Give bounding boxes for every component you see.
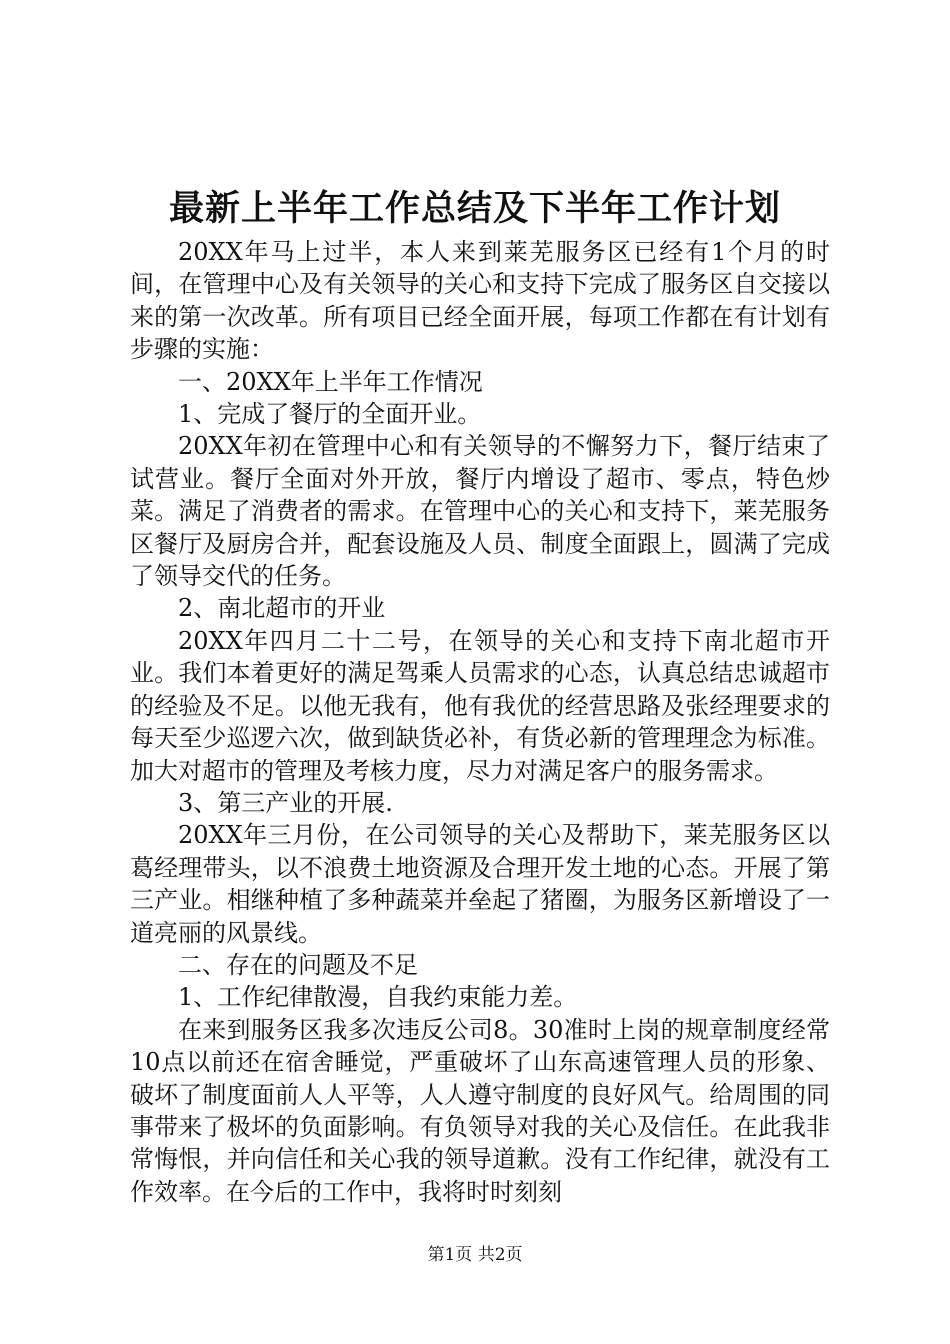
item-heading-1-1: 1、完成了餐厅的全面开业。 (178, 400, 482, 429)
item-heading-2-1: 1、工作纪律散漫，自我约束能力差。 (178, 983, 578, 1012)
document-title: 最新上半年工作总结及下半年工作计划 (168, 188, 781, 229)
section-heading-1: 一、20XX年上半年工作情况 (178, 367, 483, 396)
paragraph-tertiary-industry: 20XX年三月份，在公司领导的关心及帮助下，莱芜服务区以葛经理带头，以不浪费土地资源及合理开发土地的心态。开展了第三产业。相继种植了多种蔬菜并垒起了猪圈，为服务区新增设了一道亮丽的风景线。 (130, 821, 830, 947)
document-body (130, 236, 830, 1208)
page-number-footer: 第1页 共2页 (427, 1245, 523, 1265)
paragraph-intro: 20XX年马上过半，本人来到莱芜服务区已经有1个月的时间，在管理中心及有关领导的关心和支持下完成了服务区自交接以来的第一次改革。所有项目已经全面开展，每项工作都在有计划有步骤的实施： (130, 238, 830, 364)
section-heading-2: 二、存在的问题及不足 (178, 950, 418, 979)
item-heading-1-2: 2、南北超市的开业 (178, 594, 386, 623)
paragraph-discipline: 在来到服务区我多次违反公司8。30准时上岗的规章制度经常10点以前还在宿舍睡觉，严重破坏了山东高速管理人员的形象、破坏了制度面前人人平等，人人遵守制度的良好风气。给周围的同事带来了极坏的负面影响。有负领导对我的关心及信任。在此我非常悔恨，并向信任和关心我的领导道歉。没有工作纪律，就没有工作效率。在今后的工作中，我将时时刻刻 (130, 1015, 830, 1206)
paragraph-supermarket: 20XX年四月二十二号，在领导的关心和支持下南北超市开业。我们本着更好的满足驾乘人员需求的心态，认真总结忠诚超市的经验及不足。以他无我有，他有我优的经营思路及张经理要求的每天至少巡逻六次，做到缺货必补，有货必新的管理理念为标准。加大对超市的管理及考核力度，尽力对满足客户的服务需求。 (130, 626, 830, 785)
paragraph-restaurant: 20XX年初在管理中心和有关领导的不懈努力下，餐厅结束了试营业。餐厅全面对外开放，餐厅内增设了超市、零点，特色炒菜。满足了消费者的需求。在管理中心的关心和支持下，莱芜服务区餐厅及厨房合并，配套设施及人员、制度全面跟上，圆满了完成了领导交代的任务。 (130, 432, 830, 591)
item-heading-1-3: 3、第三产业的开展. (178, 788, 393, 817)
